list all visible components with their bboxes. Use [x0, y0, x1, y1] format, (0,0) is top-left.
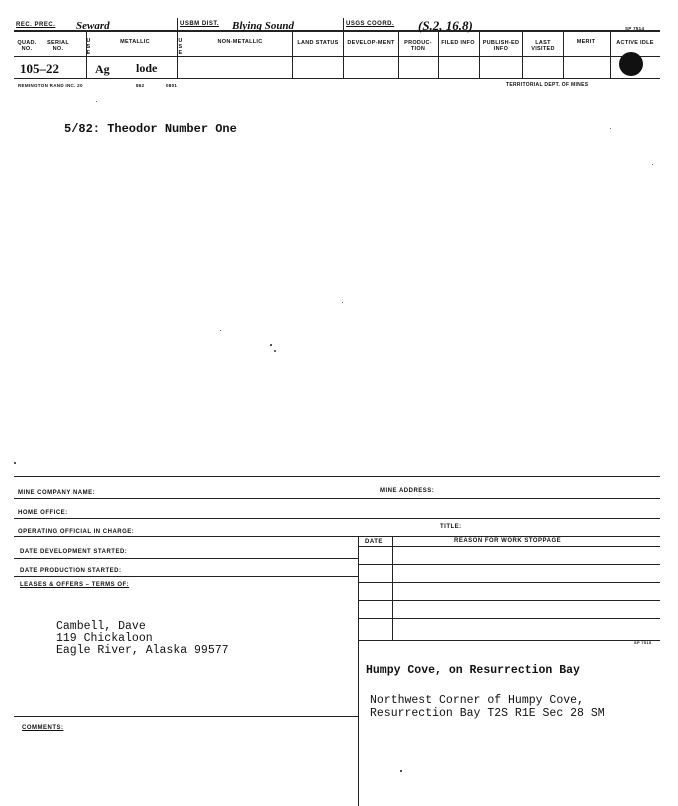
col-metallic: METALLIC [120, 39, 150, 45]
mine-address-label: MINE ADDRESS: [380, 488, 435, 494]
date-production-label: DATE PRODUCTION STARTED: [20, 568, 122, 574]
col-nonmetallic: NON-METALLIC [217, 39, 263, 45]
usbm-dist-label: USBM DIST. [180, 21, 220, 27]
form-code-bottom: SP 7515 [634, 640, 652, 645]
reason-col-header: REASON FOR WORK STOPPAGE [454, 538, 562, 544]
quad-serial-value: 105–22 [20, 61, 59, 76]
operating-official-label: OPERATING OFFICIAL IN CHARGE: [18, 529, 135, 535]
mine-company-label: MINE COMPANY NAME: [18, 490, 96, 496]
usbm-dist-value: Blying Sound [232, 20, 295, 32]
location-title: Humpy Cove, on Resurrection Bay [366, 664, 580, 677]
col-published-info: PUBLISH-ED INFO [482, 40, 520, 52]
col-filed-info: FILED INFO [441, 40, 475, 46]
printer-code-2: 0801 [166, 83, 178, 88]
col-use-2: U S E [178, 38, 183, 56]
date-col-header: DATE [365, 539, 383, 545]
department-imprint: TERRITORIAL DEPT. OF MINES [506, 82, 589, 88]
rec-prec-value: Seward [76, 20, 110, 32]
owner-line-1: Cambell, Dave [56, 620, 146, 633]
owner-line-2: 119 Chickaloon [56, 632, 153, 645]
owner-line-3: Eagle River, Alaska 99577 [56, 644, 229, 657]
form-code-top: SP 7514 [625, 26, 645, 31]
active-status-dot [619, 52, 643, 76]
leases-label: LEASES & OFFERS – TERMS OF: [20, 582, 130, 588]
rec-prec-label: REC. PREC. [16, 22, 56, 28]
printer-code-1: 862 [136, 83, 145, 88]
date-development-label: DATE DEVELOPMENT STARTED: [20, 549, 128, 555]
col-use-1: U S E [86, 38, 91, 56]
col-development: DEVELOP-MENT [347, 40, 395, 46]
title-label: TITLE: [440, 524, 462, 530]
col-land-status: LAND STATUS [297, 40, 339, 46]
col-production: PRODUC-TION [404, 40, 432, 52]
record-note: 5/82: Theodor Number One [64, 122, 237, 136]
col-active-idle: ACTIVE IDLE [616, 40, 654, 46]
comments-label: COMMENTS: [22, 725, 64, 731]
col-last-visited: LAST VISITED [531, 40, 555, 52]
printer-imprint: REMINGTON RAND INC. 20 [18, 83, 83, 88]
metallic-value: Ag [95, 62, 110, 76]
home-office-label: HOME OFFICE: [18, 510, 68, 516]
location-line-2: Resurrection Bay T2S R1E Sec 28 SM [370, 707, 605, 720]
usgs-coord-label: USGS COORD. [346, 21, 395, 27]
usgs-coord-value: (S.2, 16.8) [418, 18, 473, 33]
col-merit: MERIT [576, 39, 596, 45]
col-quad: QUAD. NO. [17, 40, 37, 52]
location-line-1: Northwest Corner of Humpy Cove, [370, 694, 584, 707]
metallic-type: lode [136, 61, 158, 75]
col-serial: SERIAL NO. [47, 40, 69, 52]
